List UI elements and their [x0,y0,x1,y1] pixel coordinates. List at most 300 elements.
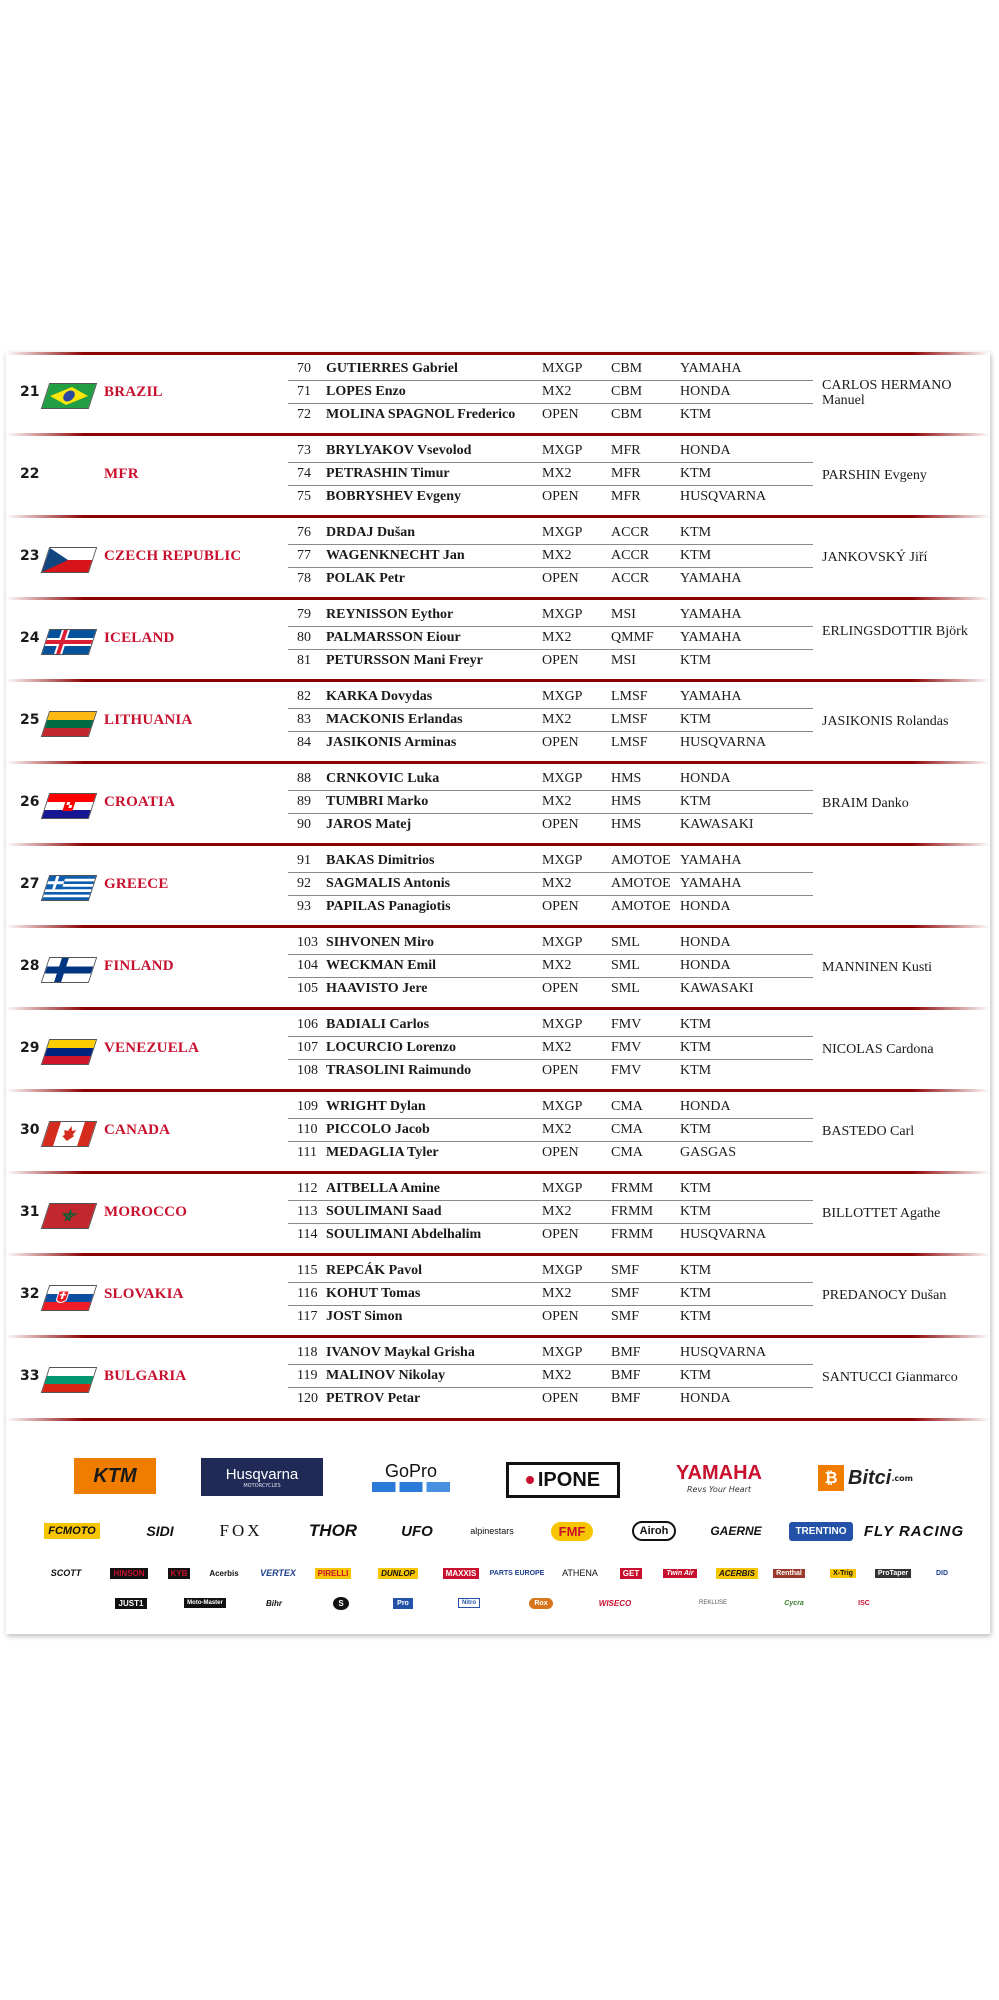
protaper-logo [872,1564,914,1582]
rider-row [288,522,813,545]
rider-list [288,850,813,918]
rider-federation: SML [611,981,640,996]
rider-row [288,896,813,918]
rider-bike: HONDA [680,958,731,973]
athena-logo-text: ATHENA [562,1568,598,1578]
rider-class: MX2 [542,1368,572,1383]
bulgaria-flag-icon [41,1367,97,1393]
rider-bike: KTM [680,1286,712,1301]
rider-class: MXGP [542,361,583,376]
rider-row [288,1365,813,1388]
rider-name: BOBRYSHEV Evgeny [326,489,462,504]
rider-number: 117 [297,1309,318,1324]
rider-number: 93 [297,899,311,914]
rider-class: MX2 [542,1040,572,1055]
twin-air-logo [658,1564,702,1582]
rider-number: 105 [297,981,318,996]
fcmoto-logo [40,1514,104,1548]
rider-name: BRYLYAKOV Vsevolod [326,443,472,458]
rider-bike: YAMAHA [680,630,742,645]
team-row [6,518,990,600]
gopro-logo-text: GoPro [384,1460,438,1481]
rider-federation: CBM [611,407,643,422]
rider-bike: YAMAHA [680,571,742,586]
rider-class: OPEN [542,981,579,996]
team-manager: SANTUCCI Gianmarco [822,1370,958,1385]
team-manager: PARSHIN Evgeny [822,468,927,483]
get-logo-text: GET [620,1568,642,1579]
vertex-logo [254,1564,302,1582]
airoh-logo [626,1514,682,1548]
rider-bike: KTM [680,794,712,809]
fcmoto-logo-text: FCMOTO [44,1523,99,1539]
team-manager: ERLINGSDOTTIR Björk [822,624,968,639]
rider-name: JOST Simon [326,1309,403,1324]
rekluse-logo-text: REKLUSE [698,1600,727,1606]
rider-row [288,791,813,814]
fmf-logo [540,1514,604,1548]
rider-list [288,1096,813,1164]
rider-class: MX2 [542,1286,572,1301]
rider-bike: KTM [680,548,712,563]
yamaha-logo-sub: Revs Your Heart [687,1485,751,1494]
greece-flag-icon [41,875,97,901]
rider-federation: CMA [611,1122,643,1137]
yamaha-logo [658,1458,780,1498]
gopro-squares-icon [372,1482,450,1492]
rider-federation: MFR [611,443,641,458]
rider-name: MALINOV Nikolay [326,1368,446,1383]
rider-federation: SMF [611,1263,640,1278]
rider-number: 111 [297,1145,317,1160]
rider-class: MXGP [542,935,583,950]
team-country: BULGARIA [104,1368,187,1384]
rider-federation: FMV [611,1063,642,1078]
rider-name: POLAK Petr [326,571,405,586]
rider-name: LOCURCIO Lorenzo [326,1040,457,1055]
x-trig-logo [822,1564,864,1582]
rider-number: 75 [297,489,311,504]
rider-number: 103 [297,935,318,950]
rider-bike: HONDA [680,899,731,914]
husqvarna-logo [201,1458,323,1496]
rider-class: MX2 [542,794,572,809]
rider-federation: CBM [611,361,643,376]
rider-bike: KTM [680,1368,712,1383]
protaper-logo-text: ProTaper [875,1569,911,1578]
pirelli-logo [309,1564,357,1582]
rider-number: 107 [297,1040,318,1055]
rider-name: WAGENKNECHT Jan [326,548,465,563]
vertex-logo-text: VERTEX [260,1568,296,1578]
rider-name: IVANOV Maykal Grisha [326,1345,475,1360]
rider-row [288,463,813,486]
rider-row [288,732,813,754]
yamaha-logo-text: YAMAHA [676,1462,762,1484]
rider-class: OPEN [542,735,579,750]
gopro-logo [361,1458,461,1494]
rider-federation: MSI [611,653,636,668]
team-country: ICELAND [104,630,175,646]
ipone-logo [506,1462,620,1498]
rider-class: MXGP [542,689,583,704]
airoh-logo-text: Airoh [632,1521,677,1541]
ufo-logo [389,1514,445,1548]
row-divider [6,352,990,355]
rider-class: OPEN [542,1309,579,1324]
rider-bike: HONDA [680,384,731,399]
rider-number: 106 [297,1017,318,1032]
team-country: MFR [104,466,139,482]
rider-federation: QMMF [611,630,654,645]
team-manager: MANNINEN Kusti [822,960,933,975]
rider-name: PETRASHIN Timur [326,466,450,481]
rider-class: MX2 [542,548,572,563]
rider-number: 70 [297,361,311,376]
rider-number: 110 [297,1122,318,1137]
team-row [6,1256,990,1338]
row-divider [6,761,990,764]
team-manager: BASTEDO Carl [822,1124,915,1139]
rider-row [288,873,813,896]
rider-class: OPEN [542,1391,579,1406]
row-divider [6,1253,990,1256]
rox-logo-text: Rox [529,1598,552,1609]
nitro-logo [450,1594,488,1612]
rider-row [288,1224,813,1246]
rider-name: MOLINA SPAGNOL Frederico [326,407,516,422]
team-row [6,764,990,846]
rider-number: 104 [297,958,318,973]
team-rank: 21 [20,384,40,400]
team-country: SLOVAKIA [104,1286,184,1302]
rider-class: OPEN [542,653,579,668]
team-row [6,436,990,518]
rider-row [288,1306,813,1328]
rider-federation: FRMM [611,1181,654,1196]
rider-federation: SMF [611,1286,640,1301]
cycra-logo [772,1594,816,1612]
rider-list [288,1260,813,1328]
ipone-logo-text: IPONE [537,1468,601,1491]
thor-logo [296,1514,370,1548]
rider-name: KOHUT Tomas [326,1286,421,1301]
rider-bike: HONDA [680,935,731,950]
fox-logo-text: FOX [219,1521,263,1540]
rider-row [288,1014,813,1037]
rider-bike: KTM [680,407,712,422]
team-row [6,682,990,764]
team-country: FINLAND [104,958,174,974]
rider-bike: HUSQVARNA [680,1345,767,1360]
rider-name: MACKONIS Erlandas [326,712,463,727]
rider-row [288,978,813,1000]
rider-list [288,1178,813,1246]
team-rank: 27 [20,876,40,892]
hinson-logo-text: HINSON [110,1568,147,1579]
parts-europe-logo-text: PARTS EUROPE [489,1569,545,1577]
rider-bike: YAMAHA [680,853,742,868]
rider-name: PETURSSON Mani Freyr [326,653,483,668]
rider-class: MX2 [542,1204,572,1219]
pro-logo [386,1594,420,1612]
rider-number: 91 [297,853,311,868]
ipone-dot-icon [526,1476,534,1484]
rider-class: MX2 [542,958,572,973]
rider-bike: YAMAHA [680,876,742,891]
team-rank: 29 [20,1040,40,1056]
rider-list [288,440,813,508]
rider-row [288,650,813,672]
rider-bike: KTM [680,1017,712,1032]
row-divider [6,1171,990,1174]
rider-federation: FRMM [611,1204,654,1219]
bihr-logo [258,1594,290,1612]
rekluse-logo [686,1594,740,1612]
twin-air-logo-text: Twin Air [663,1569,696,1578]
rider-federation: SML [611,958,640,973]
rider-federation: MFR [611,489,641,504]
rider-row [288,486,813,508]
rider-bike: HONDA [680,771,731,786]
team-rank: 25 [20,712,40,728]
team-row [6,1174,990,1256]
bitcoin-icon: ₿ [818,1465,844,1491]
team-row [6,928,990,1010]
rider-class: MXGP [542,1345,583,1360]
rider-class: OPEN [542,571,579,586]
rider-row [288,1388,813,1410]
rider-class: OPEN [542,489,579,504]
team-country: CZECH REPUBLIC [104,548,242,564]
wiseco-logo-text: WISECO [598,1598,632,1608]
team-manager: CARLOS HERMANO Manuel [822,378,952,408]
row-divider [6,679,990,682]
wiseco-logo [584,1594,646,1612]
fly-racing-logo [863,1514,965,1548]
croatia-flag-icon [41,793,97,819]
rider-federation: AMOTOE [611,899,671,914]
rider-number: 79 [297,607,311,622]
parts-europe-logo [489,1564,545,1582]
rider-number: 120 [297,1391,318,1406]
rider-number: 90 [297,817,311,832]
rider-row [288,1342,813,1365]
pirelli-logo-text: PIRELLI [315,1568,352,1579]
rider-name: BAKAS Dimitrios [326,853,435,868]
rider-bike: KAWASAKI [680,817,754,832]
rider-federation: FMV [611,1040,642,1055]
fmf-logo-text: FMF [551,1522,594,1541]
rider-number: 76 [297,525,311,540]
thor-logo-text: THOR [308,1521,358,1540]
fox-logo [216,1514,266,1548]
rider-class: MXGP [542,443,583,458]
canada-flag-icon [41,1121,97,1147]
team-country: CROATIA [104,794,176,810]
rider-name: WRIGHT Dylan [326,1099,426,1114]
maxxis-logo-text: MAXXIS [443,1568,480,1579]
rider-federation: ACCR [611,548,650,563]
team-rank: 33 [20,1368,40,1384]
rider-federation: HMS [611,771,642,786]
rider-bike: KTM [680,1181,712,1196]
rider-name: PALMARSSON Eiour [326,630,461,645]
just1-logo-text: JUST1 [115,1598,148,1609]
husqvarna-logo-sub: MOTORCYCLES [243,1482,281,1489]
rider-list [288,932,813,1000]
rider-row [288,404,813,426]
rider-number: 80 [297,630,311,645]
acerbis-logo [712,1564,762,1582]
rider-number: 73 [297,443,311,458]
rider-class: MXGP [542,771,583,786]
did-logo-text: DID [935,1569,949,1577]
rider-list [288,1342,813,1410]
rider-name: LOPES Enzo [326,384,406,399]
bitci-logo-sub: .com [891,1473,913,1483]
fly-racing-logo-text: FLY RACING [863,1522,965,1540]
rider-federation: CMA [611,1099,643,1114]
bitci-logo [818,1462,930,1494]
rider-bike: KTM [680,1063,712,1078]
team-row [6,600,990,682]
trentino-logo [792,1514,850,1548]
rider-name: TUMBRI Marko [326,794,429,809]
row-divider [6,1007,990,1010]
moto-master-logo [182,1594,228,1612]
rider-row [288,850,813,873]
acerbis-logo-text: ACERBIS [716,1568,758,1579]
rider-number: 71 [297,384,311,399]
brazil-flag-icon [41,383,97,409]
rider-bike: KTM [680,1040,712,1055]
iceland-flag-icon [41,629,97,655]
rider-name: PICCOLO Jacob [326,1122,430,1137]
rider-bike: KTM [680,1204,712,1219]
rider-row [288,1060,813,1082]
rider-list [288,358,813,426]
rider-bike: HUSQVARNA [680,1227,767,1242]
rider-number: 92 [297,876,311,891]
rider-row [288,768,813,791]
rider-federation: AMOTOE [611,853,671,868]
nitro-logo-text: Nitro [458,1598,480,1608]
cycra-logo-text: Cycra [784,1599,804,1607]
gaerne-logo [698,1514,774,1548]
husqvarna-logo-text: Husqvarna [225,1465,299,1483]
isc-logo [846,1594,882,1612]
renthal-logo [766,1564,812,1582]
kyb-logo [162,1564,196,1582]
row-divider [6,1418,990,1421]
rider-class: MXGP [542,1263,583,1278]
rider-row [288,955,813,978]
venezuela-flag-icon [41,1039,97,1065]
team-row [6,1338,990,1420]
team-row [6,1092,990,1174]
rider-row [288,1037,813,1060]
rider-number: 118 [297,1345,318,1360]
team-row [6,846,990,928]
row-divider [6,433,990,436]
just1-logo [114,1594,148,1612]
rider-row [288,1142,813,1164]
results-sheet [6,352,990,1634]
rider-bike: KTM [680,1122,712,1137]
kyb-logo-text: KYB [168,1568,191,1579]
rider-class: MX2 [542,712,572,727]
dunlop-logo-text: DUNLOP [378,1568,418,1579]
rider-list [288,686,813,754]
team-manager: PREDANOCY Dušan [822,1288,947,1303]
get-logo [616,1564,646,1582]
gaerne-logo-text: GAERNE [710,1524,762,1538]
rider-name: TRASOLINI Raimundo [326,1063,472,1078]
rider-name: CRNKOVIC Luka [326,771,440,786]
rider-federation: CMA [611,1145,643,1160]
rider-row [288,1260,813,1283]
rider-class: OPEN [542,817,579,832]
rider-federation: LMSF [611,689,648,704]
rider-federation: ACCR [611,571,650,586]
rider-class: OPEN [542,1227,579,1242]
row-divider [6,1335,990,1338]
slovakia-flag-icon [41,1285,97,1311]
sidi-logo-text: SIDI [146,1523,174,1539]
rider-number: 109 [297,1099,318,1114]
hinson-logo [106,1564,152,1582]
rider-row [288,568,813,590]
rider-number: 74 [297,466,311,481]
rider-number: 72 [297,407,311,422]
isc-logo-text: ISC [858,1599,870,1607]
dunlop-logo [368,1564,428,1582]
rider-class: MXGP [542,607,583,622]
rider-federation: FRMM [611,1227,654,1242]
scott-logo [36,1564,96,1582]
rider-bike: KTM [680,525,712,540]
pro-logo-text: Pro [393,1598,413,1609]
bihr-logo-text: Bihr [266,1598,282,1608]
rider-bike: YAMAHA [680,361,742,376]
ufo-logo-text: UFO [401,1522,433,1540]
rider-class: OPEN [542,407,579,422]
sponsors-area [6,1458,990,1628]
rider-number: 89 [297,794,311,809]
rider-row [288,358,813,381]
rider-name: SIHVONEN Miro [326,935,434,950]
team-country: VENEZUELA [104,1040,200,1056]
team-rank: 30 [20,1122,40,1138]
czech-flag-icon [41,547,97,573]
team-country: GREECE [104,876,169,892]
scott-logo-text: SCOTT [50,1568,82,1578]
rider-bike: HUSQVARNA [680,735,767,750]
rider-list [288,522,813,590]
rider-federation: MFR [611,466,641,481]
moto-master-logo-text: Moto-Master [184,1598,226,1608]
rider-number: 77 [297,548,311,563]
rider-number: 82 [297,689,311,704]
rider-name: AITBELLA Amine [326,1181,440,1196]
rider-name: PAPILAS Panagiotis [326,899,451,914]
ktm-logo-text: KTM [93,1464,137,1487]
rider-bike: HONDA [680,443,731,458]
rider-federation: SMF [611,1309,640,1324]
rider-number: 119 [297,1368,318,1383]
rider-name: KARKA Dovydas [326,689,433,704]
